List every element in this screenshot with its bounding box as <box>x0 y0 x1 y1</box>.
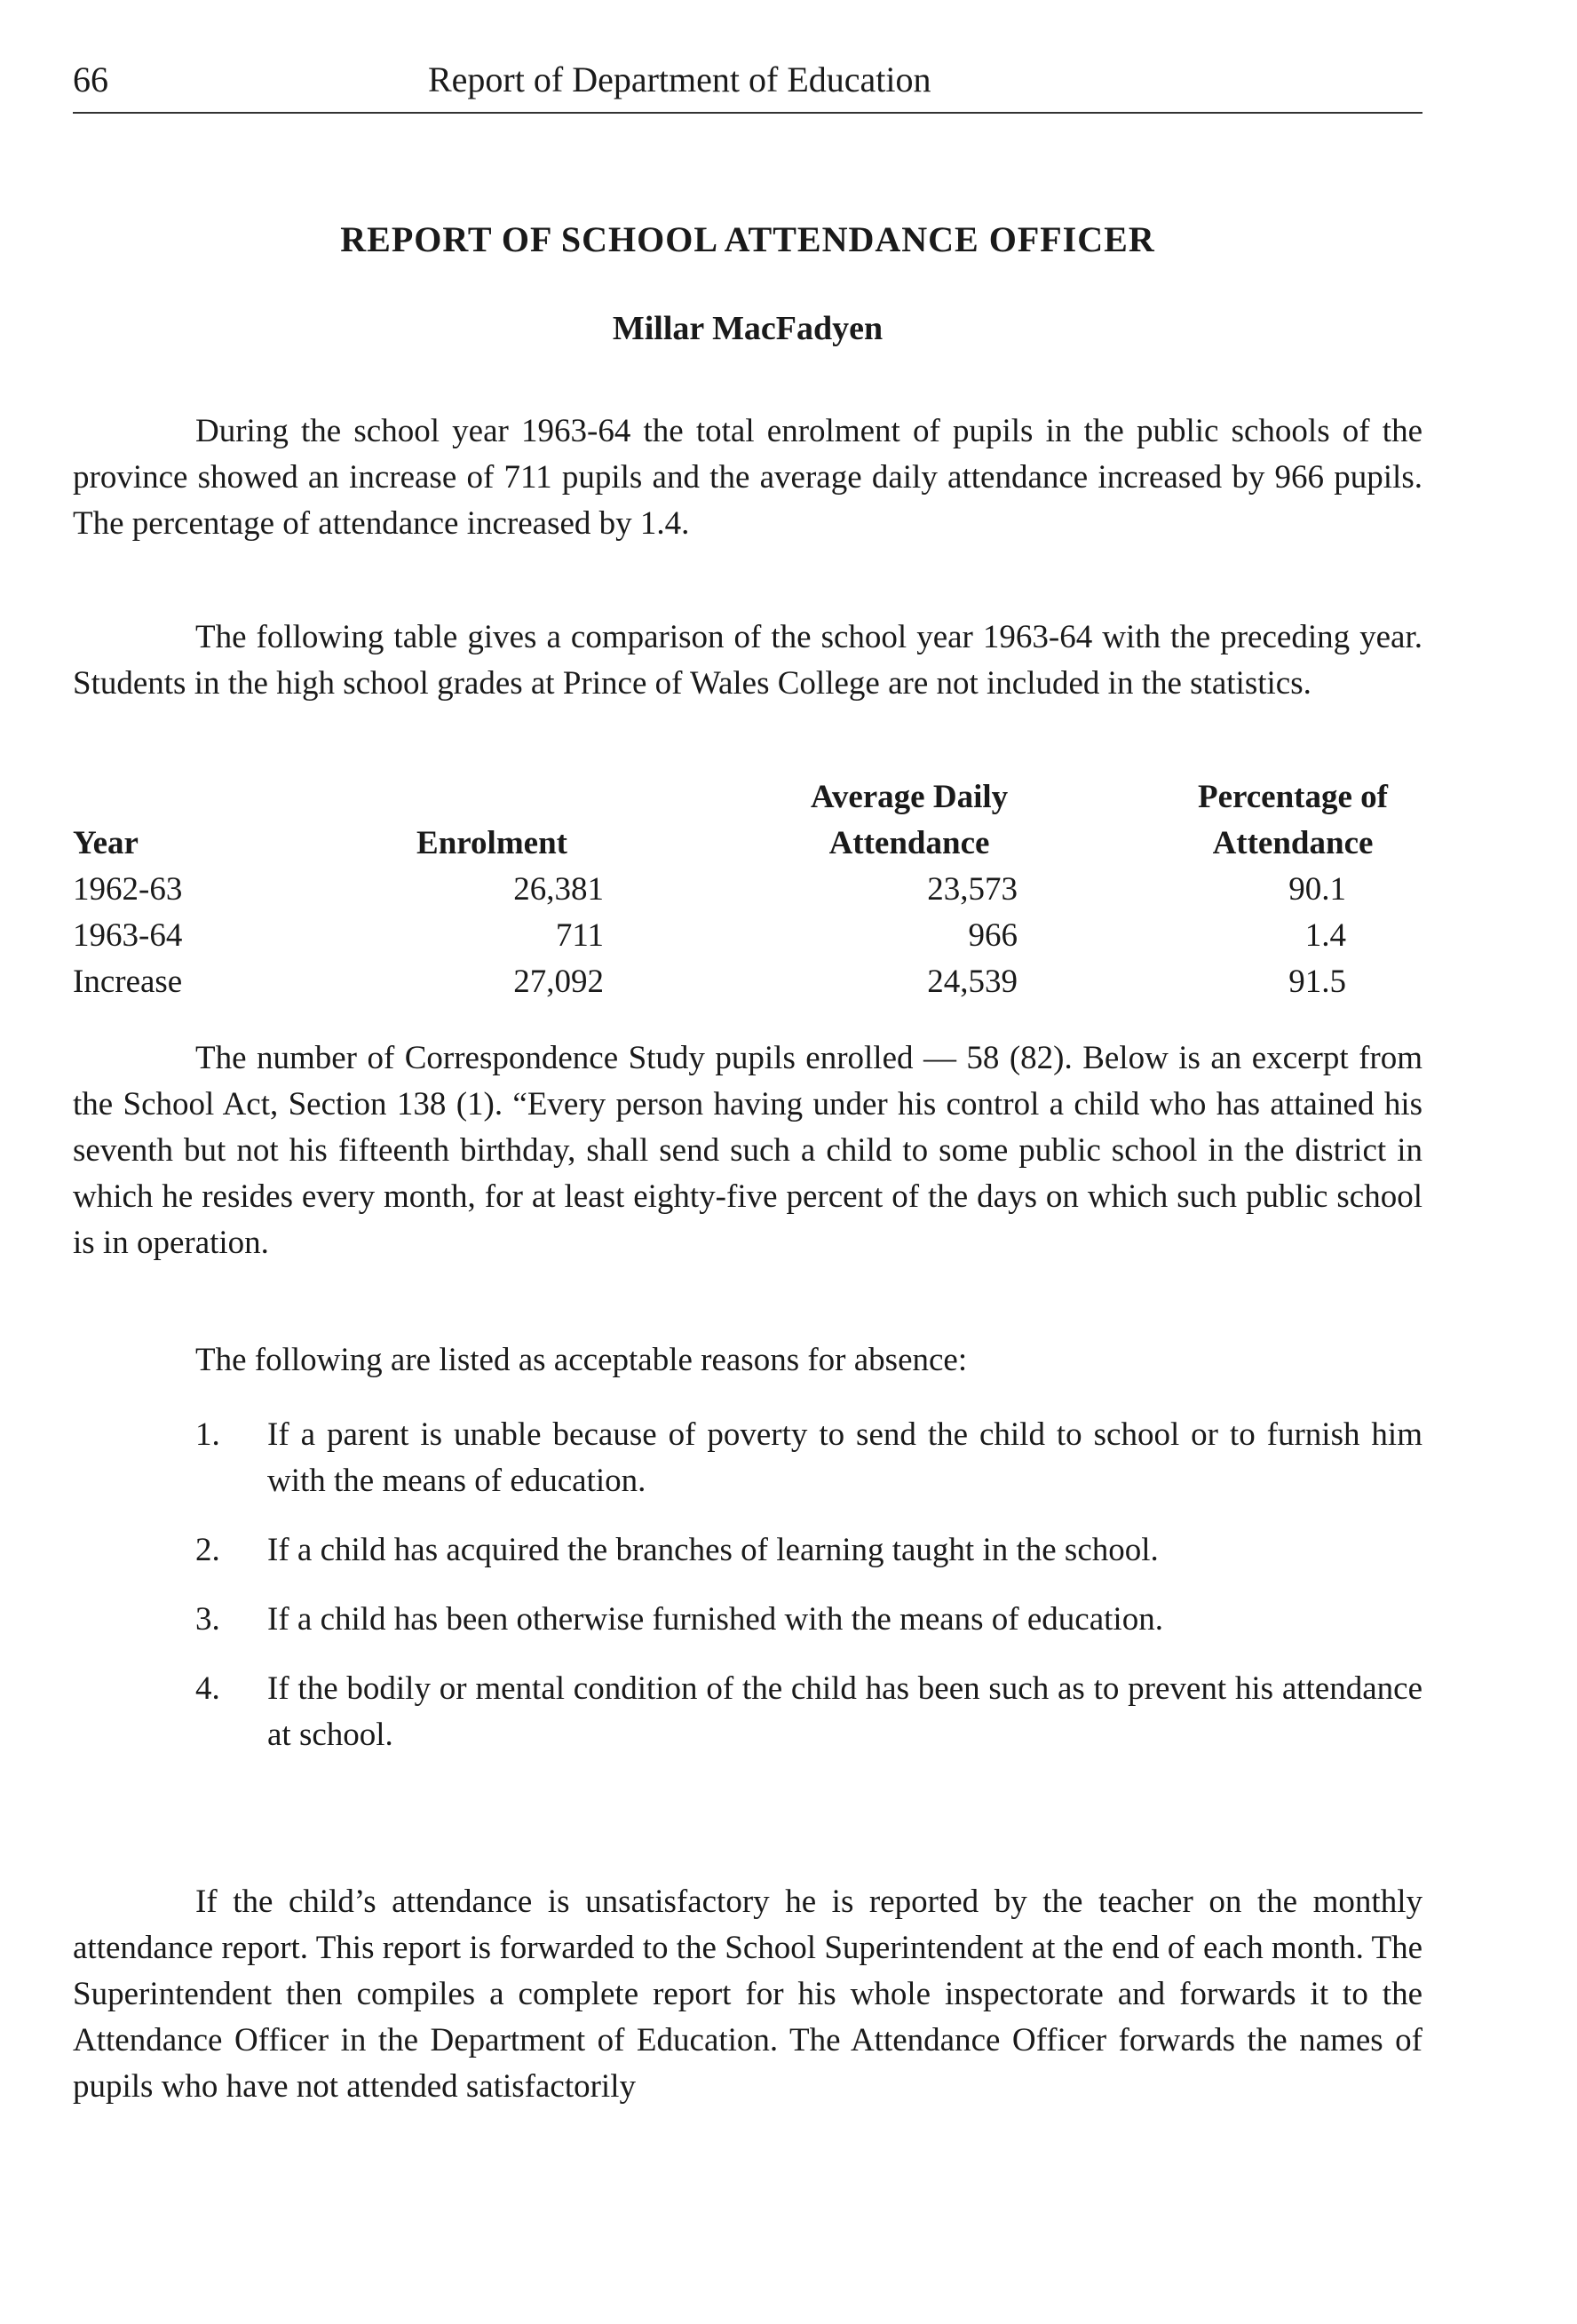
cell-enrolment: 711 <box>555 917 604 954</box>
cell-average-attendance: 966 <box>968 917 1018 954</box>
table-header-row-1 <box>73 774 1422 821</box>
closing-paragraph: If the child’s attendance is unsatisfactory he is reported by the teacher on the monthly attendance report. This report is forwarded to the School Superintendent at the end of each month. The Superintendent then compiles a complete report for his whole inspectorate and forwards it to the Attendance Officer in the Department of Education. The Attendance Officer forwards the names of pupils who have not attended satisfactorily <box>73 1884 1422 2105</box>
list-item <box>73 1412 1422 1504</box>
cell-average-attendance: 23,573 <box>927 871 1018 908</box>
cell-enrolment: 26,381 <box>513 871 604 908</box>
list-item-number: 4. <box>195 1670 220 1707</box>
document-page <box>73 53 1422 2105</box>
header-average-daily: Average Daily <box>810 779 1009 815</box>
list-item-text: If the bodily or mental condition of the child has been such as to prevent his attendance at school. <box>267 1670 1422 1753</box>
reasons-intro-paragraph: The following are listed as acceptable reasons for absence: <box>195 1342 968 1378</box>
report-title: REPORT OF SCHOOL ATTENDANCE OFFICER <box>340 219 1155 259</box>
table-row <box>73 959 1422 1005</box>
header-enrolment: Enrolment <box>416 825 567 861</box>
list-item-text: If a child has been otherwise furnished with the means of education. <box>267 1601 1163 1638</box>
reasons-list <box>73 1412 1422 1781</box>
list-item-number: 1. <box>195 1416 220 1453</box>
running-title: Report of Department of Education <box>428 59 931 99</box>
cell-year: 1962-63 <box>73 871 183 908</box>
list-item-number: 2. <box>195 1532 220 1568</box>
cell-average-attendance: 24,539 <box>927 964 1018 1000</box>
cell-enrolment: 27,092 <box>513 964 604 1000</box>
table-header-row-2 <box>73 821 1422 867</box>
header-attendance-pct: Attendance <box>1212 825 1374 861</box>
running-head <box>73 53 1422 107</box>
list-item <box>73 1597 1422 1643</box>
header-year: Year <box>73 825 139 861</box>
table-row <box>73 867 1422 913</box>
cell-percentage: 91.5 <box>1288 964 1346 1000</box>
header-rule <box>73 112 1422 114</box>
cell-percentage: 1.4 <box>1304 917 1346 954</box>
header-percentage-of: Percentage of <box>1197 779 1388 815</box>
cell-year: Increase <box>73 964 183 1000</box>
table-row <box>73 913 1422 959</box>
list-item-text: If a parent is unable because of poverty to send the child to school or to furnish him with the means of education. <box>267 1416 1422 1499</box>
cell-percentage: 90.1 <box>1288 871 1346 908</box>
correspondence-paragraph: The number of Correspondence Study pupils enrolled — 58 (82). Below is an excerpt from the School Act, Section 138 (1). “Every person having under his control a child who has attained his seventh but not his fifteenth birthday, shall send such a child to some public school in the district in which he resides every month, for at least eighty-five percent of the days on which such public school is in operation. <box>73 1040 1422 1261</box>
header-attendance: Attendance <box>828 825 990 861</box>
list-item <box>73 1666 1422 1758</box>
attendance-table <box>73 774 1422 1005</box>
page-number: 66 <box>73 59 108 99</box>
cell-year: 1963-64 <box>73 917 183 954</box>
list-item-text: If a child has acquired the branches of learning taught in the school. <box>267 1532 1159 1568</box>
intro-paragraph: During the school year 1963-64 the total enrolment of pupils in the public schools of the province showed an increase of 711 pupils and the average daily attendance increased by 966 pupils. The percentage of attendance increased by 1.4. <box>73 413 1422 542</box>
list-item-number: 3. <box>195 1601 220 1638</box>
author-name: Millar MacFadyen <box>612 310 884 347</box>
list-item <box>73 1527 1422 1574</box>
table-intro-paragraph: The following table gives a comparison of the school year 1963-64 with the preceding year. Students in the high school grades at Prince of Wales College are not included in the statistics. <box>73 619 1422 702</box>
